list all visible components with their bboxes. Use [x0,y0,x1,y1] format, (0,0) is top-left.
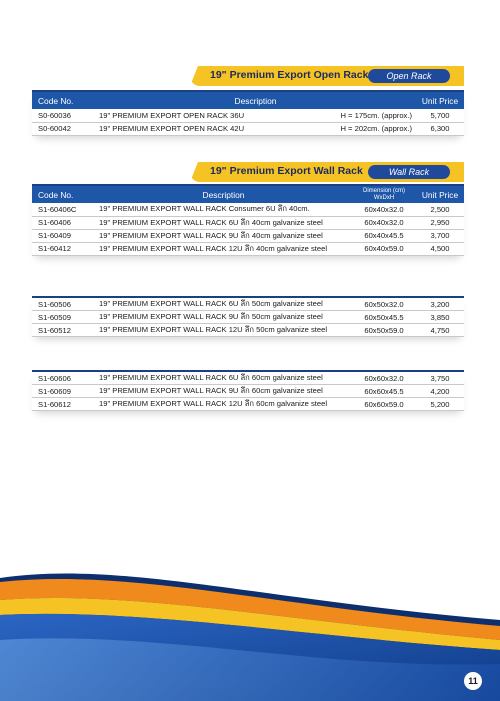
dimension-cell: 60x60x59.0 [352,398,416,411]
price-cell: 3,750 [416,371,464,385]
dimension-cell: 60x50x59.0 [352,324,416,337]
wall-rack-table-40 [32,184,464,256]
wall-rack-title: 19" Premium Export Wall Rack [210,165,363,177]
code-cell: S1-60412 [32,242,95,255]
header-code: Code No. [32,91,95,109]
dimension-cell: 60x40x32.0 [352,203,416,216]
description-cell: 19" PREMIUM EXPORT OPEN RACK 42U [95,122,316,135]
code-cell: S1-60406C [32,203,95,216]
table-header-row [32,91,464,109]
description-cell: 19" PREMIUM EXPORT WALL RACK 6U ลึก 60cm galvanize steel [95,371,352,385]
price-cell: 5,700 [416,109,464,122]
code-cell: S1-60512 [32,324,95,337]
header-code: Code No. [32,185,95,203]
header-price: Unit Price [416,91,464,109]
table-row [32,324,464,337]
header-description: Description [95,185,352,203]
price-cell: 2,500 [416,203,464,216]
price-cell: 4,200 [416,385,464,398]
description-cell: 19" PREMIUM EXPORT WALL RACK 6U ลึก 50cm galvanize steel [95,297,352,311]
price-cell: 2,950 [416,216,464,229]
wall-rack-section-header [190,162,464,182]
code-cell: S1-60612 [32,398,95,411]
description-cell: 19" PREMIUM EXPORT WALL RACK 12U ลึก 40cm galvanize steel [95,242,352,255]
code-cell: S0-60036 [32,109,95,122]
wall-rack-table-60 [32,370,464,411]
price-cell: 3,700 [416,229,464,242]
description-cell: 19" PREMIUM EXPORT WALL RACK 12U ลึก 60cm galvanize steel [95,398,352,411]
table-row [32,371,464,385]
decorative-wave-footer [0,560,500,701]
dimension-cell: 60x40x59.0 [352,242,416,255]
table-row [32,385,464,398]
description-cell: 19" PREMIUM EXPORT WALL RACK Consumer 6U ลึก 40cm. [95,203,352,216]
table-row [32,297,464,311]
code-cell: S1-60509 [32,311,95,324]
dimension-cell: 60x60x45.5 [352,385,416,398]
page-number: 11 [464,672,482,690]
table-row [32,311,464,324]
code-cell: S0-60042 [32,122,95,135]
table-row [32,229,464,242]
code-cell: S1-60609 [32,385,95,398]
dimension-cell: 60x50x45.5 [352,311,416,324]
price-cell: 5,200 [416,398,464,411]
code-cell: S1-60406 [32,216,95,229]
description-cell: 19" PREMIUM EXPORT WALL RACK 9U ลึก 50cm galvanize steel [95,311,352,324]
price-cell: 6,300 [416,122,464,135]
wall-rack-tag: Wall Rack [368,165,450,179]
table-row [32,242,464,255]
dimension-cell: 60x40x45.5 [352,229,416,242]
code-cell: S1-60409 [32,229,95,242]
price-cell: 3,850 [416,311,464,324]
description-cell: 19" PREMIUM EXPORT WALL RACK 12U ลึก 50cm galvanize steel [95,324,352,337]
dimension-sub-label: WxDxH [373,194,395,201]
dimension-cell: 60x60x32.0 [352,371,416,385]
price-cell: 4,750 [416,324,464,337]
table-header-row [32,185,464,203]
dimension-label: Dimension (cm) [362,187,405,194]
table-row [32,216,464,229]
description-cell: 19" PREMIUM EXPORT WALL RACK 6U ลึก 40cm galvanize steel [95,216,352,229]
description-cell: 19" PREMIUM EXPORT WALL RACK 9U ลึก 60cm galvanize steel [95,385,352,398]
open-rack-title: 19" Premium Export Open Rack [210,69,369,81]
dimension-cell: 60x40x32.0 [352,216,416,229]
height-cell: H = 175cm. (approx.) [316,109,416,122]
height-cell: H = 202cm. (approx.) [316,122,416,135]
header-dimension [352,185,416,203]
description-cell: 19" PREMIUM EXPORT OPEN RACK 36U [95,109,316,122]
wall-rack-table-50 [32,296,464,337]
open-rack-table [32,90,464,136]
table-row [32,398,464,411]
open-rack-tag: Open Rack [368,69,450,83]
price-cell: 4,500 [416,242,464,255]
table-row [32,109,464,122]
price-cell: 3,200 [416,297,464,311]
description-cell: 19" PREMIUM EXPORT WALL RACK 9U ลึก 40cm galvanize steel [95,229,352,242]
dimension-cell: 60x50x32.0 [352,297,416,311]
code-cell: S1-60506 [32,297,95,311]
header-price: Unit Price [416,185,464,203]
code-cell: S1-60606 [32,371,95,385]
table-row [32,122,464,135]
table-row [32,203,464,216]
open-rack-section-header [190,66,464,86]
header-description: Description [95,91,416,109]
